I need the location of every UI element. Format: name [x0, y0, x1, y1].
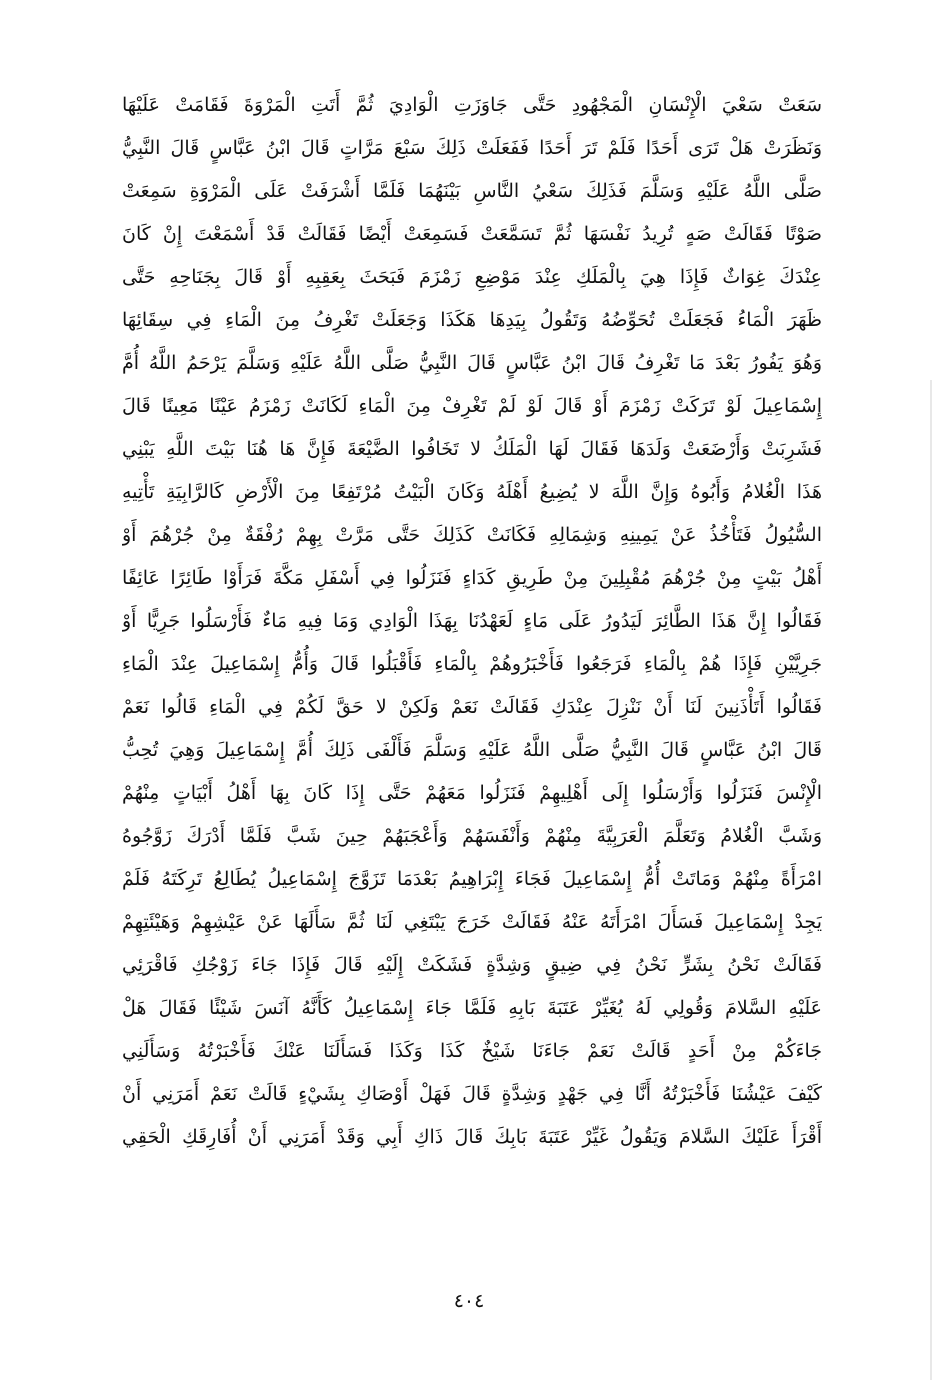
text-line: فَشَرِبَتْ وَأَرْضَعَتْ وَلَدَهَا فَقَالَ لَهَا الْمَلَكُ لا تَخَافُوا الضَّيْعَةَ فَإِنَّ هَا هُنَا بَيْتَ اللَّهِ يَبْنِي	[122, 438, 822, 460]
text-line: قَالَ ابْنُ عَبَّاسٍ قَالَ النَّبِيُّ صَلَّى اللَّهُ عَلَيْهِ وَسَلَّمَ فَأَلْفَى ذَلِكَ أُمَّ إِسْمَاعِيلَ وَهِيَ تُحِبُّ	[122, 739, 822, 761]
text-line: جَرِيَّيْنِ فَإِذَا هُمْ بِالْمَاءِ فَرَجَعُوا فَأَخْبَرُوهُمْ بِالْمَاءِ فَأَقْبَلُوا قَالَ وَأُمُّ إِسْمَاعِيلَ عِنْدَ الْمَاءِ	[122, 653, 822, 675]
text-line: كَيْفَ عَيْشُنَا فَأَخْبَرْتُهُ أَنَّا فِي جَهْدٍ وَشِدَّةٍ قَالَ فَهَلْ أَوْصَاكِ بِشَيْءٍ قَالَتْ نَعَمْ أَمَرَنِي أَنْ	[122, 1083, 822, 1105]
text-line: صَوْتًا فَقَالَتْ صَهٍ تُرِيدُ نَفْسَهَا ثُمَّ تَسَمَّعَتْ فَسَمِعَتْ أَيْضًا فَقَالَتْ قَدْ أَسْمَعْتَ إِنْ كَانَ	[122, 223, 822, 245]
text-line: وَهُوَ يَفُورُ بَعْدَ مَا تَغْرِفُ قَالَ ابْنُ عَبَّاسٍ قَالَ النَّبِيُّ صَلَّى اللَّهُ عَلَيْهِ وَسَلَّمَ يَرْحَمُ اللَّهُ أُمَّ	[122, 352, 822, 374]
text-line: ظَهَرَ الْمَاءُ فَجَعَلَتْ تُحَوِّضُهُ وَتَقُولُ بِيَدِهَا هَكَذَا وَجَعَلَتْ تَغْرِفُ مِنَ الْمَاءِ فِي سِقَائِهَا	[122, 309, 822, 331]
text-line: امْرَأَةً مِنْهُمْ وَمَاتَتْ أُمُّ إِسْمَاعِيلَ فَجَاءَ إِبْرَاهِيمُ بَعْدَمَا تَزَوَّجَ إِسْمَاعِيلُ يُطَالِعُ تَرِكَتَهُ فَلَمْ	[122, 868, 822, 890]
text-line: عَلَيْهِ السَّلامَ وَقُولِي لَهُ يُغَيِّرْ عَتَبَةَ بَابِهِ فَلَمَّا جَاءَ إِسْمَاعِيلُ كَأَنَّهُ آنَسَ شَيْئًا فَقَالَ هَلْ	[122, 997, 822, 1019]
text-line: أَقْرَأَ عَلَيْكَ السَّلامَ وَيَقُولُ غَيِّرْ عَتَبَةَ بَابِكَ قَالَ ذَاكِ أَبِي وَقَدْ أَمَرَنِي أَنْ أُفَارِقَكِ الْحَقِي	[122, 1126, 822, 1148]
text-line: وَنَظَرَتْ هَلْ تَرَى أَحَدًا فَلَمْ تَرَ أَحَدًا فَفَعَلَتْ ذَلِكَ سَبْعَ مَرَّاتٍ قَالَ ابْنُ عَبَّاسٍ قَالَ النَّبِيُّ	[122, 137, 822, 159]
text-line: فَقَالَتْ نَحْنُ بِشَرٍّ نَحْنُ فِي ضِيقٍ وَشِدَّةٍ فَشَكَتْ إِلَيْهِ قَالَ فَإِذَا جَاءَ زَوْجُكِ فَاقْرَئِي	[122, 954, 822, 976]
text-line: أَهْلُ بَيْتٍ مِنْ جُرْهُمَ مُقْبِلِينَ مِنْ طَرِيقِ كَدَاءٍ فَنَزَلُوا فِي أَسْفَلِ مَكَّةَ فَرَأَوْا طَائِرًا عَائِفًا	[122, 567, 822, 589]
text-line: فَقَالُوا إِنَّ هَذَا الطَّائِرَ لَيَدُورُ عَلَى مَاءٍ لَعَهْدُنَا بِهَذَا الْوَادِي وَمَا فِيهِ مَاءٌ فَأَرْسَلُوا جَرِيًّا أَوْ	[122, 610, 822, 632]
scan-edge-divider	[930, 380, 932, 1380]
text-line: جَاءَكُمْ مِنْ أَحَدٍ قَالَتْ نَعَمْ جَاءَنَا شَيْخٌ كَذَا وَكَذَا فَسَأَلَنَا عَنْكَ فَأَخْبَرْتُهُ وَسَأَلَنِي	[122, 1040, 822, 1062]
page-number: ٤٠٤	[453, 1290, 485, 1312]
text-line: يَجِدْ إِسْمَاعِيلَ فَسَأَلَ امْرَأَتَهُ عَنْهُ فَقَالَتْ خَرَجَ يَبْتَغِي لَنَا ثُمَّ سَأَلَهَا عَنْ عَيْشِهِمْ وَهَيْئَتِهِمْ	[122, 911, 822, 933]
text-line: السُّيُولُ فَتَأْخُذُ عَنْ يَمِينِهِ وَشِمَالِهِ فَكَانَتْ كَذَلِكَ حَتَّى مَرَّتْ بِهِمْ رُفْقَةٌ مِنْ جُرْهُمَ أَوْ	[122, 524, 822, 546]
text-line: عِنْدَكَ غِوَاثٌ فَإِذَا هِيَ بِالْمَلَكِ عِنْدَ مَوْضِعِ زَمْزَمَ فَبَحَثَ بِعَقِبِهِ أَوْ قَالَ بِجَنَاحِهِ حَتَّى	[122, 266, 822, 288]
text-line: هَذَا الْغُلامُ وَأَبُوهُ وَإِنَّ اللَّهَ لا يُضِيعُ أَهْلَهُ وَكَانَ الْبَيْتُ مُرْتَفِعًا مِنَ الْأَرْضِ كَالرَّابِيَةِ تَأْتِيهِ	[122, 481, 822, 503]
text-line: إِسْمَاعِيلَ لَوْ تَرَكَتْ زَمْزَمَ أَوْ قَالَ لَوْ لَمْ تَغْرِفْ مِنَ الْمَاءِ لَكَانَتْ زَمْزَمُ عَيْنًا مَعِينًا قَالَ	[122, 395, 822, 417]
text-line: وَشَبَّ الْغُلامُ وَتَعَلَّمَ الْعَرَبِيَّةَ مِنْهُمْ وَأَنْفَسَهُمْ وَأَعْجَبَهُمْ حِينَ شَبَّ فَلَمَّا أَدْرَكَ زَوَّجُوهُ	[122, 825, 822, 847]
text-line: صَلَّى اللَّهُ عَلَيْهِ وَسَلَّمَ فَذَلِكَ سَعْيُ النَّاسِ بَيْنَهُمَا فَلَمَّا أَشْرَفَتْ عَلَى الْمَرْوَةِ سَمِعَتْ	[122, 180, 822, 202]
text-line: الْإِنْسَ فَنَزَلُوا وَأَرْسَلُوا إِلَى أَهْلِيهِمْ فَنَزَلُوا مَعَهُمْ حَتَّى إِذَا كَانَ بِهَا أَهْلُ أَبْيَاتٍ مِنْهُمْ	[122, 782, 822, 804]
text-line: فَقَالُوا أَتَأْذَنِينَ لَنَا أَنْ نَنْزِلَ عِنْدَكِ فَقَالَتْ نَعَمْ وَلَكِنْ لا حَقَّ لَكُمْ فِي الْمَاءِ قَالُوا نَعَمْ	[122, 696, 822, 718]
text-line: سَعَتْ سَعْيَ الْإِنْسَانِ الْمَجْهُودِ حَتَّى جَاوَزَتِ الْوَادِيَ ثُمَّ أَتَتِ الْمَرْوَةَ فَقَامَتْ عَلَيْهَا	[122, 94, 822, 116]
body-text	[122, 84, 822, 1159]
